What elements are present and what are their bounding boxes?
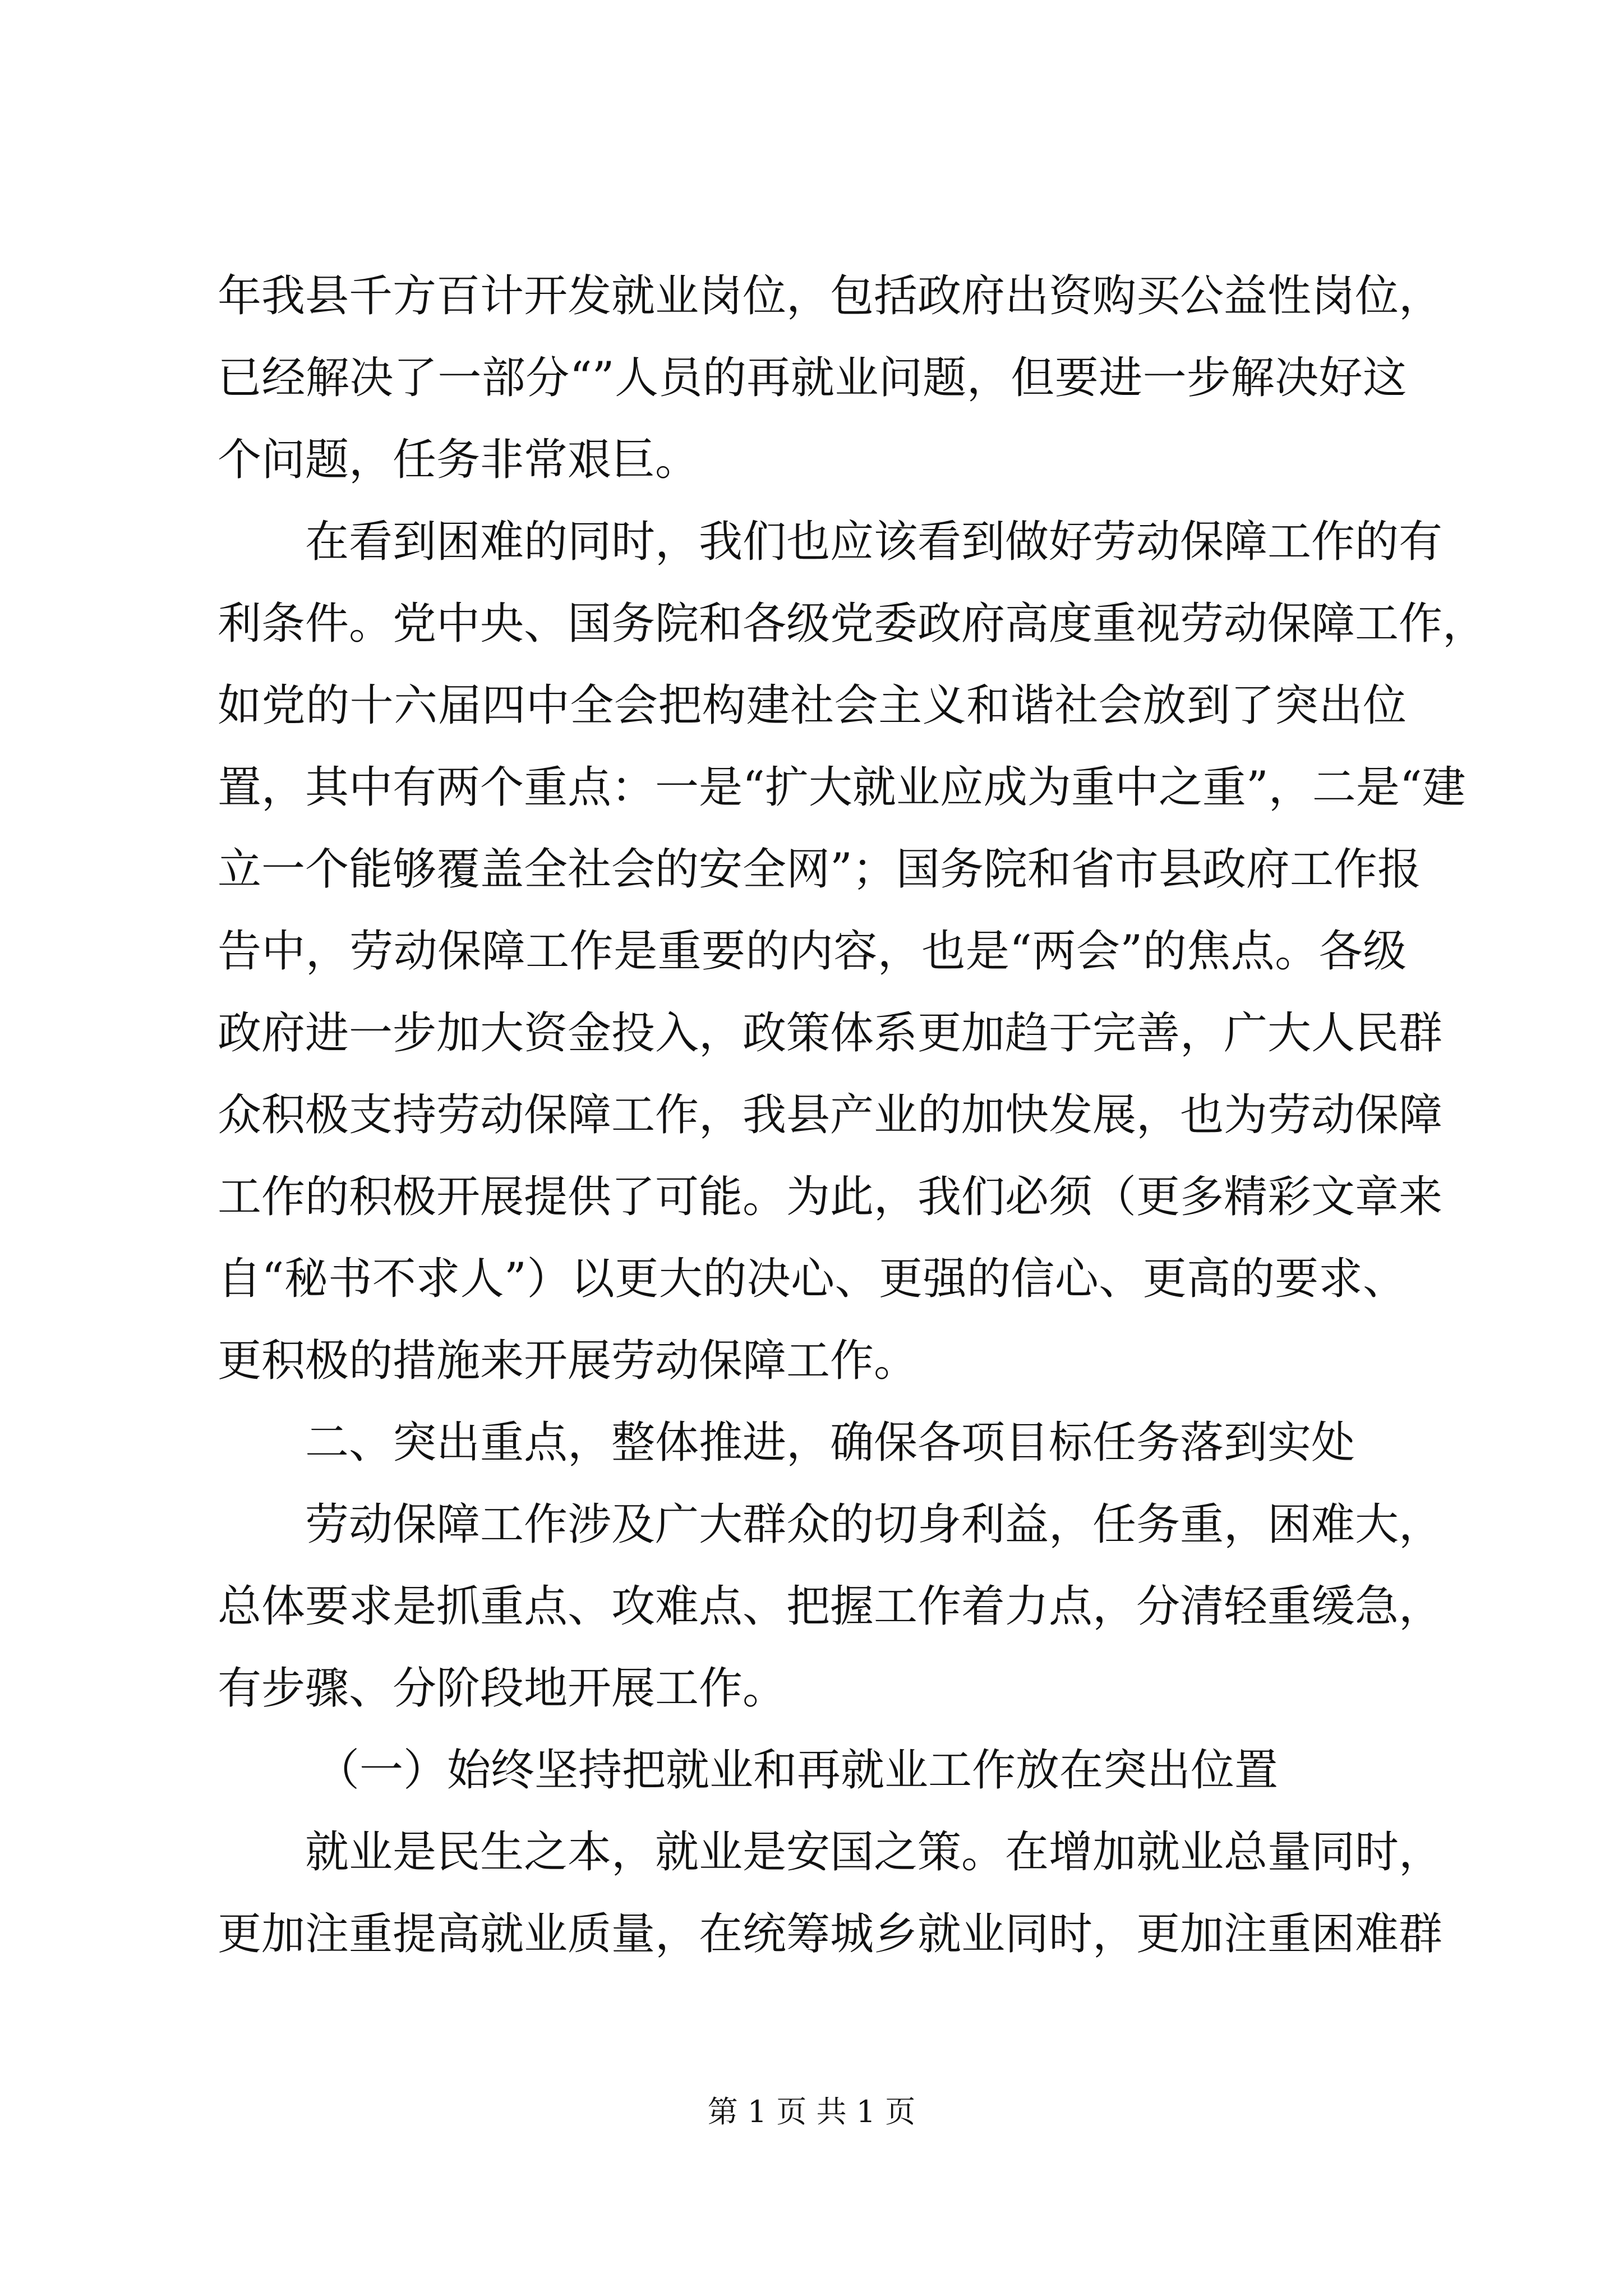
page-footer: 第 1 页 共 1 页 [707,2094,916,2129]
text-line: 在看到困难的同时，我们也应该看到做好劳动保障工作的有 [305,517,1443,567]
document-body [218,255,1487,1975]
text-line: 就业是民生之本，就业是安国之策。在增加就业总量同时， [305,1827,1443,1878]
text-line: （一）始终坚持把就业和再就业工作放在突出位置 [316,1745,1279,1796]
text-line: 个问题，任务非常艰巨。 [218,435,699,485]
text-line: 二、突出重点，整体推进，确保各项目标任务落到实处 [305,1418,1355,1468]
text-line: 告中，劳动保障工作是重要的内容，也是“两会”的焦点。各级 [218,926,1407,977]
text-line: 众积极支持劳动保障工作，我县产业的加快发展，也为劳动保障 [218,1090,1443,1140]
text-line: 已经解决了一部分“”人员的再就业问题，但要进一步解决好这 [218,353,1407,403]
text-line: 利条件。党中央、国务院和各级党委政府高度重视劳动保障工作， [218,599,1487,649]
text-line: 立一个能够覆盖全社会的安全网”；国务院和省市县政府工作报 [218,844,1421,895]
text-line: 工作的积极开展提供了可能。为此，我们必须（更多精彩文章来 [218,1172,1443,1222]
text-line: 年我县千方百计开发就业岗位，包括政府出资购买公益性岗位， [218,271,1443,321]
text-line: 更积极的措施来开展劳动保障工作。 [218,1336,918,1386]
text-line: 如党的十六届四中全会把构建社会主义和谐社会放到了突出位 [218,680,1407,731]
text-line: 政府进一步加大资金投入，政策体系更加趋于完善，广大人民群 [218,1008,1443,1059]
text-line: 自“秘书不求人”）以更大的决心、更强的信心、更高的要求、 [218,1254,1407,1304]
text-line: 置，其中有两个重点：一是“扩大就业应成为重中之重”，二是“建 [218,762,1466,813]
text-line: 有步骤、分阶段地开展工作。 [218,1663,787,1714]
text-line: 劳动保障工作涉及广大群众的切身利益，任务重，困难大， [305,1499,1443,1550]
text-line: 更加注重提高就业质量，在统筹城乡就业同时，更加注重困难群 [218,1909,1443,1959]
text-line: 总体要求是抓重点、攻难点、把握工作着力点，分清轻重缓急， [218,1581,1443,1632]
